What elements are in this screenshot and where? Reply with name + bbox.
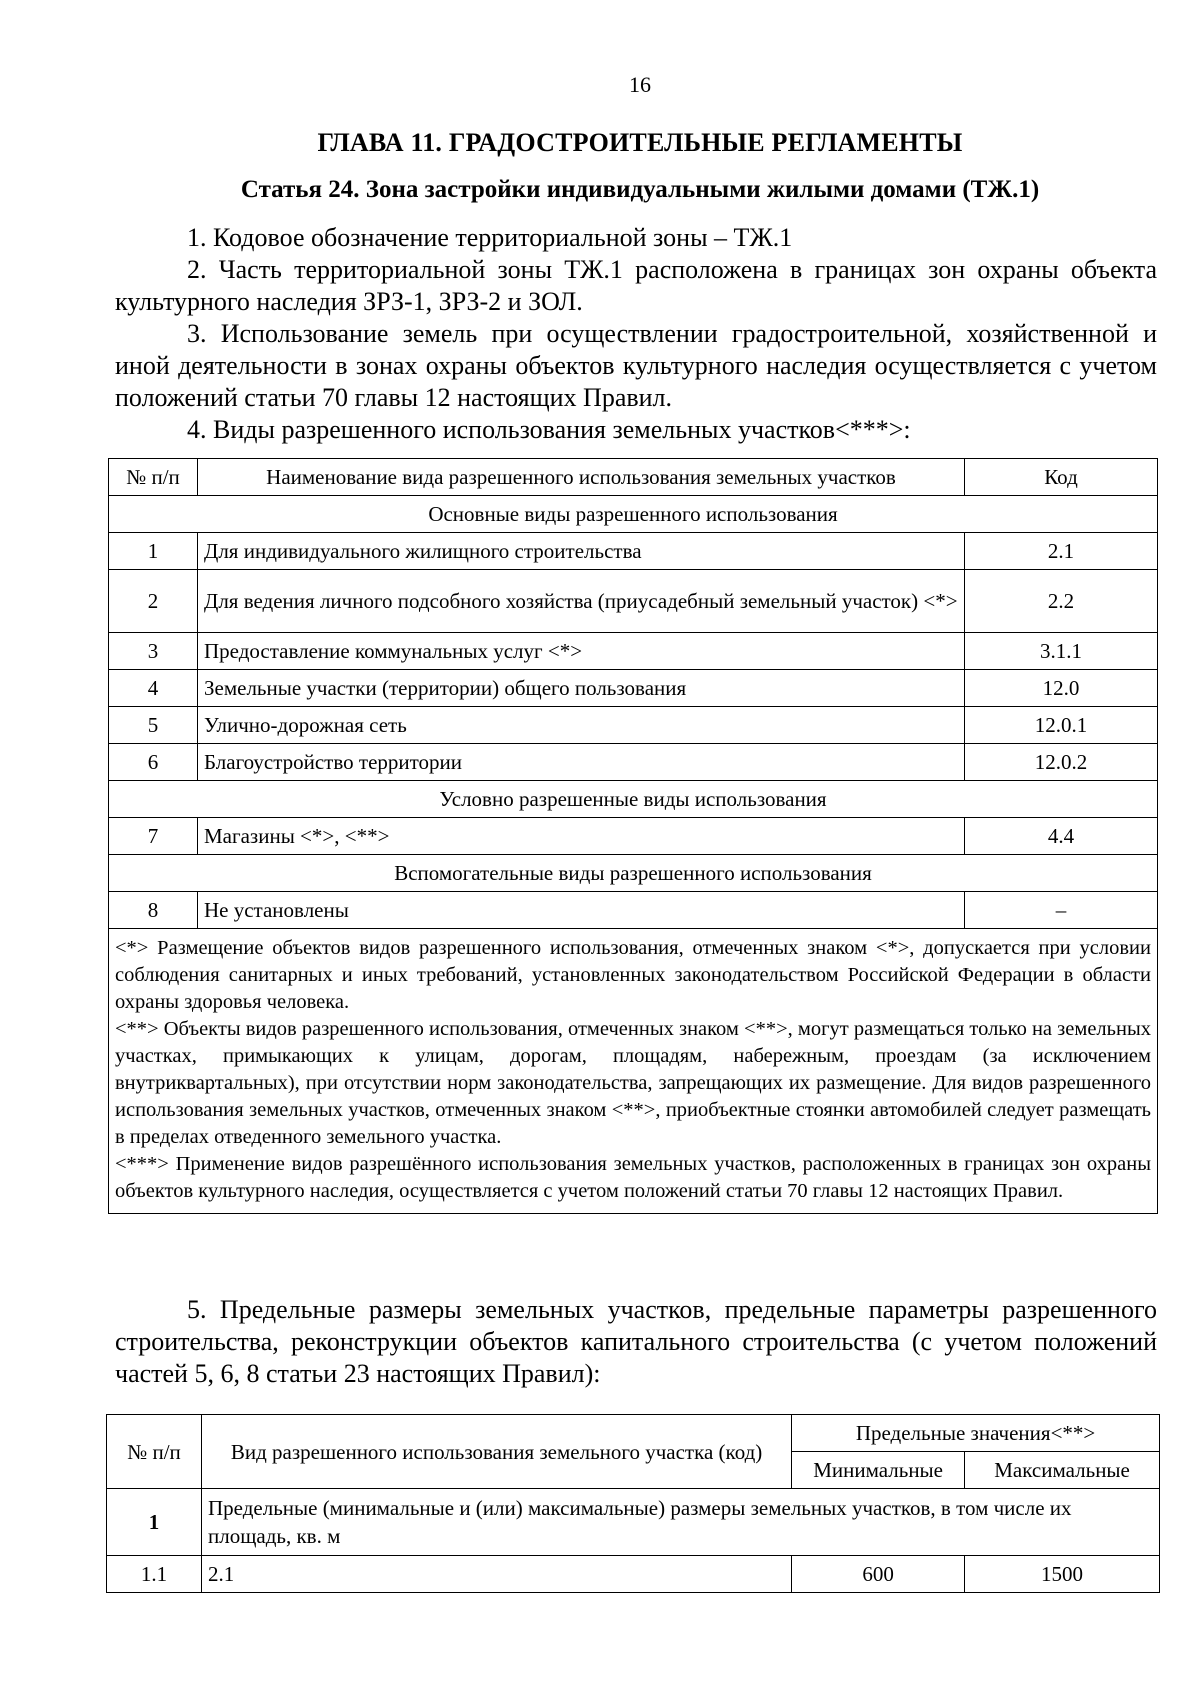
table-row — [109, 670, 1158, 707]
limits-header-max: Максимальные — [965, 1452, 1160, 1489]
row-name: Улично-дорожная сеть — [198, 707, 965, 744]
header-name: Наименование вида разрешенного использования земельных участков — [198, 459, 965, 496]
section-main-label: Основные виды разрешенного использования — [109, 496, 1158, 533]
notes-cell — [109, 929, 1158, 1214]
page-number: 16 — [629, 72, 651, 97]
limits-group-text: Предельные (минимальные и (или) максимальные) размеры земельных участков, в том числе их площадь, кв. м — [202, 1489, 1160, 1556]
paragraph-1: 1. Кодовое обозначение территориальной зоны – ТЖ.1 — [187, 223, 793, 252]
table-row — [109, 570, 1158, 633]
row-num: 6 — [109, 744, 198, 781]
table-row — [107, 1556, 1160, 1593]
header-code: Код — [965, 459, 1158, 496]
limits-header-type: Вид разрешенного использования земельного участка (код) — [202, 1415, 792, 1489]
row-code: 12.0 — [965, 670, 1158, 707]
paragraph-2: 2. Часть территориальной зоны ТЖ.1 расположена в границах зон охраны объекта культурного наследия ЗРЗ-1, ЗРЗ-2 и ЗОЛ. — [115, 255, 1157, 316]
row-num: 2 — [109, 570, 198, 633]
row-name: Магазины <*>, <**> — [198, 818, 965, 855]
row-code: – — [965, 892, 1158, 929]
row-code: 4.4 — [965, 818, 1158, 855]
header-num: № п/п — [109, 459, 198, 496]
section-row-conditional — [109, 781, 1158, 818]
row-code: 2.2 — [965, 570, 1158, 633]
footnote-1: <*> Размещение объектов видов разрешенного использования, отмеченных знаком <*>, допускается при условии соблюдения санитарных и иных требований, установленных законодательством Российской Федерации в области охраны здоровья человека. — [115, 937, 1151, 1013]
row-name: Благоустройство территории — [198, 744, 965, 781]
table-row — [109, 533, 1158, 570]
table-row — [109, 892, 1158, 929]
section-row-main — [109, 496, 1158, 533]
paragraph-4: 4. Виды разрешенного использования земельных участков<***>: — [187, 415, 911, 444]
section-conditional-label: Условно разрешенные виды использования — [109, 781, 1158, 818]
table-header-row — [109, 459, 1158, 496]
limits-group-row — [107, 1489, 1160, 1556]
limits-header-values: Предельные значения<**> — [792, 1415, 1160, 1452]
row-num: 8 — [109, 892, 198, 929]
limits-row-max: 1500 — [965, 1556, 1160, 1593]
table-row — [109, 744, 1158, 781]
notes-row — [109, 929, 1158, 1214]
row-name: Земельные участки (территории) общего пользования — [198, 670, 965, 707]
limits-row-num: 1.1 — [107, 1556, 202, 1593]
limits-row-min: 600 — [792, 1556, 965, 1593]
table-row — [109, 818, 1158, 855]
row-name: Для индивидуального жилищного строительства — [198, 533, 965, 570]
section-auxiliary-label: Вспомогательные виды разрешенного использования — [109, 855, 1158, 892]
row-code: 3.1.1 — [965, 633, 1158, 670]
article-title: Статья 24. Зона застройки индивидуальными жилыми домами (ТЖ.1) — [240, 176, 1040, 203]
limits-group-num: 1 — [107, 1489, 202, 1556]
row-num: 5 — [109, 707, 198, 744]
row-code: 12.0.2 — [965, 744, 1158, 781]
row-code: 2.1 — [965, 533, 1158, 570]
limits-row-type: 2.1 — [202, 1556, 792, 1593]
section-row-auxiliary — [109, 855, 1158, 892]
row-name: Не установлены — [198, 892, 965, 929]
chapter-title: ГЛАВА 11. ГРАДОСТРОИТЕЛЬНЫЕ РЕГЛАМЕНТЫ — [317, 128, 963, 157]
table-row — [109, 707, 1158, 744]
row-num: 3 — [109, 633, 198, 670]
row-num: 1 — [109, 533, 198, 570]
limits-table — [106, 1414, 1160, 1593]
row-name: Предоставление коммунальных услуг <*> — [198, 633, 965, 670]
footnote-3: <***> Применение видов разрешённого использования земельных участков, расположенных в границах зон охраны объектов культурного наследия, осуществляется с учетом положений статьи 70 главы 12 настоящих Правил. — [115, 1153, 1151, 1202]
row-code: 12.0.1 — [965, 707, 1158, 744]
row-name: Для ведения личного подсобного хозяйства (приусадебный земельный участок) <*> — [198, 570, 965, 633]
table-row — [109, 633, 1158, 670]
permitted-uses-table — [108, 458, 1158, 1214]
paragraph-5: 5. Предельные размеры земельных участков, предельные параметры разрешенного строительства, реконструкции объектов капитального строительства (с учетом положений частей 5, 6, 8 статьи 23 настоящих Правил): — [115, 1295, 1157, 1388]
paragraph-3: 3. Использование земель при осуществлении градостроительной, хозяйственной и иной деятельности в зонах охраны объектов культурного наследия осуществляется с учетом положений статьи 70 главы 12 настоящих Правил. — [115, 319, 1157, 412]
footnote-2: <**> Объекты видов разрешенного использования, отмеченных знаком <**>, могут размещаться только на земельных участках, примыкающих к улицам, дорогам, площадям, набережным, проездам (за исключением внутриквартальных), при отсутствии норм законодательства, запрещающих их размещение. Для видов разрешенного использования земельных участков, отмеченных знаком <**>, приобъектные стоянки автомобилей следует размещать в пределах отведенного земельного участка. — [115, 1018, 1151, 1148]
limits-header-num: № п/п — [107, 1415, 202, 1489]
limits-header-min: Минимальные — [792, 1452, 965, 1489]
row-num: 4 — [109, 670, 198, 707]
limits-header-row — [107, 1415, 1160, 1452]
row-num: 7 — [109, 818, 198, 855]
